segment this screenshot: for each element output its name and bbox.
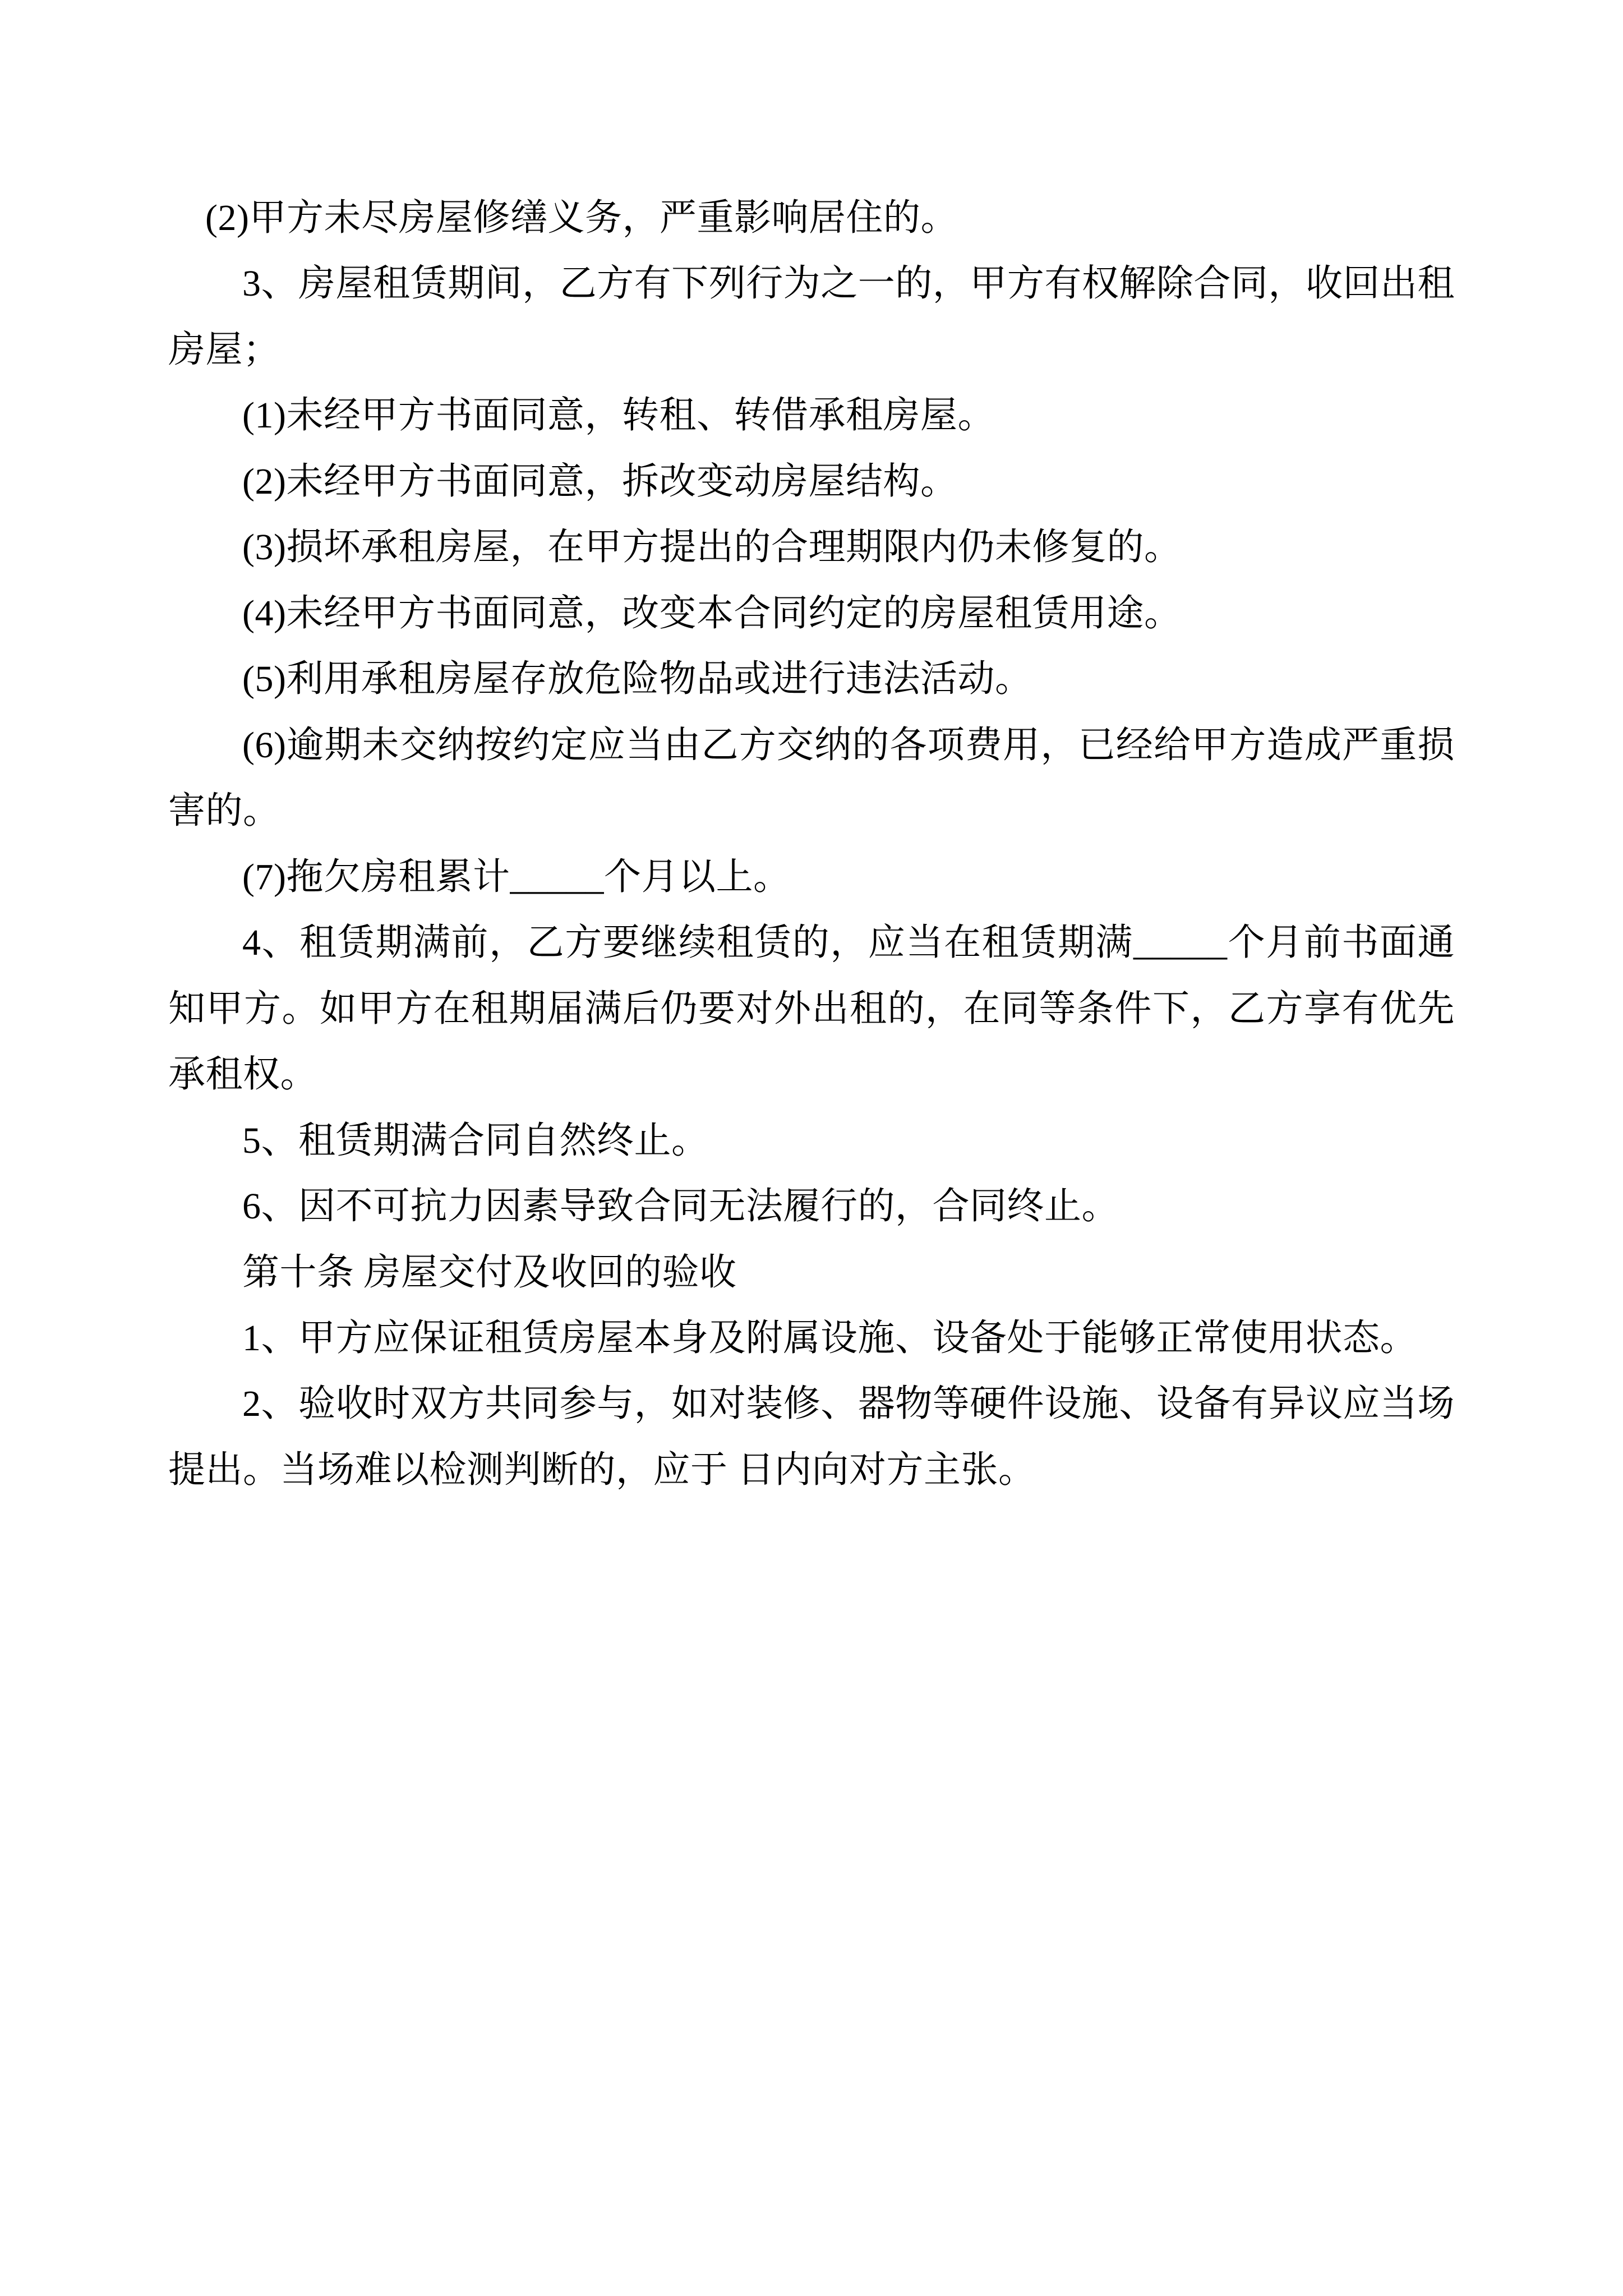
section-heading: 第十条 房屋交付及收回的验收	[242, 1251, 737, 1293]
paragraph: (4)未经甲方书面同意，改变本合同约定的房屋租赁用途。	[242, 592, 1182, 634]
paragraph: 5、租赁期满合同自然终止。	[242, 1120, 709, 1161]
document-body	[168, 185, 1455, 1503]
paragraph: 6、因不可抗力因素导致合同无法履行的，合同终止。	[242, 1186, 1119, 1227]
paragraph: (2)未经甲方书面同意，拆改变动房屋结构。	[242, 461, 958, 502]
paragraph: (1)未经甲方书面同意，转租、转借承租房屋。	[242, 395, 995, 436]
paragraph: (5)利用承租房屋存放危险物品或进行违法活动。	[242, 659, 1032, 700]
paragraph: 3、房屋租赁期间，乙方有下列行为之一的，甲方有权解除合同，收回出租房屋；	[168, 263, 1455, 370]
paragraph: (7)拖欠房租累计_____个月以上。	[242, 856, 791, 898]
paragraph: (2)甲方未尽房屋修缮义务，严重影响居住的。	[205, 197, 958, 238]
paragraph: 1、甲方应保证租赁房屋本身及附属设施、设备处于能够正常使用状态。	[242, 1317, 1417, 1359]
paragraph: (6)逾期未交纳按约定应当由乙方交纳的各项费用，已经给甲方造成严重损害的。	[168, 724, 1455, 832]
paragraph: (3)损坏承租房屋，在甲方提出的合理期限内仍未修复的。	[242, 527, 1182, 568]
paragraph: 2、验收时双方共同参与，如对装修、器物等硬件设施、设备有异议应当场提出。当场难以检测判断的，应于 日内向对方主张。	[168, 1383, 1455, 1490]
paragraph: 4、租赁期满前，乙方要继续租赁的，应当在租赁期满_____个月前书面通知甲方。如甲方在租期届满后仍要对外出租的，在同等条件下，乙方享有优先承租权。	[168, 922, 1455, 1096]
